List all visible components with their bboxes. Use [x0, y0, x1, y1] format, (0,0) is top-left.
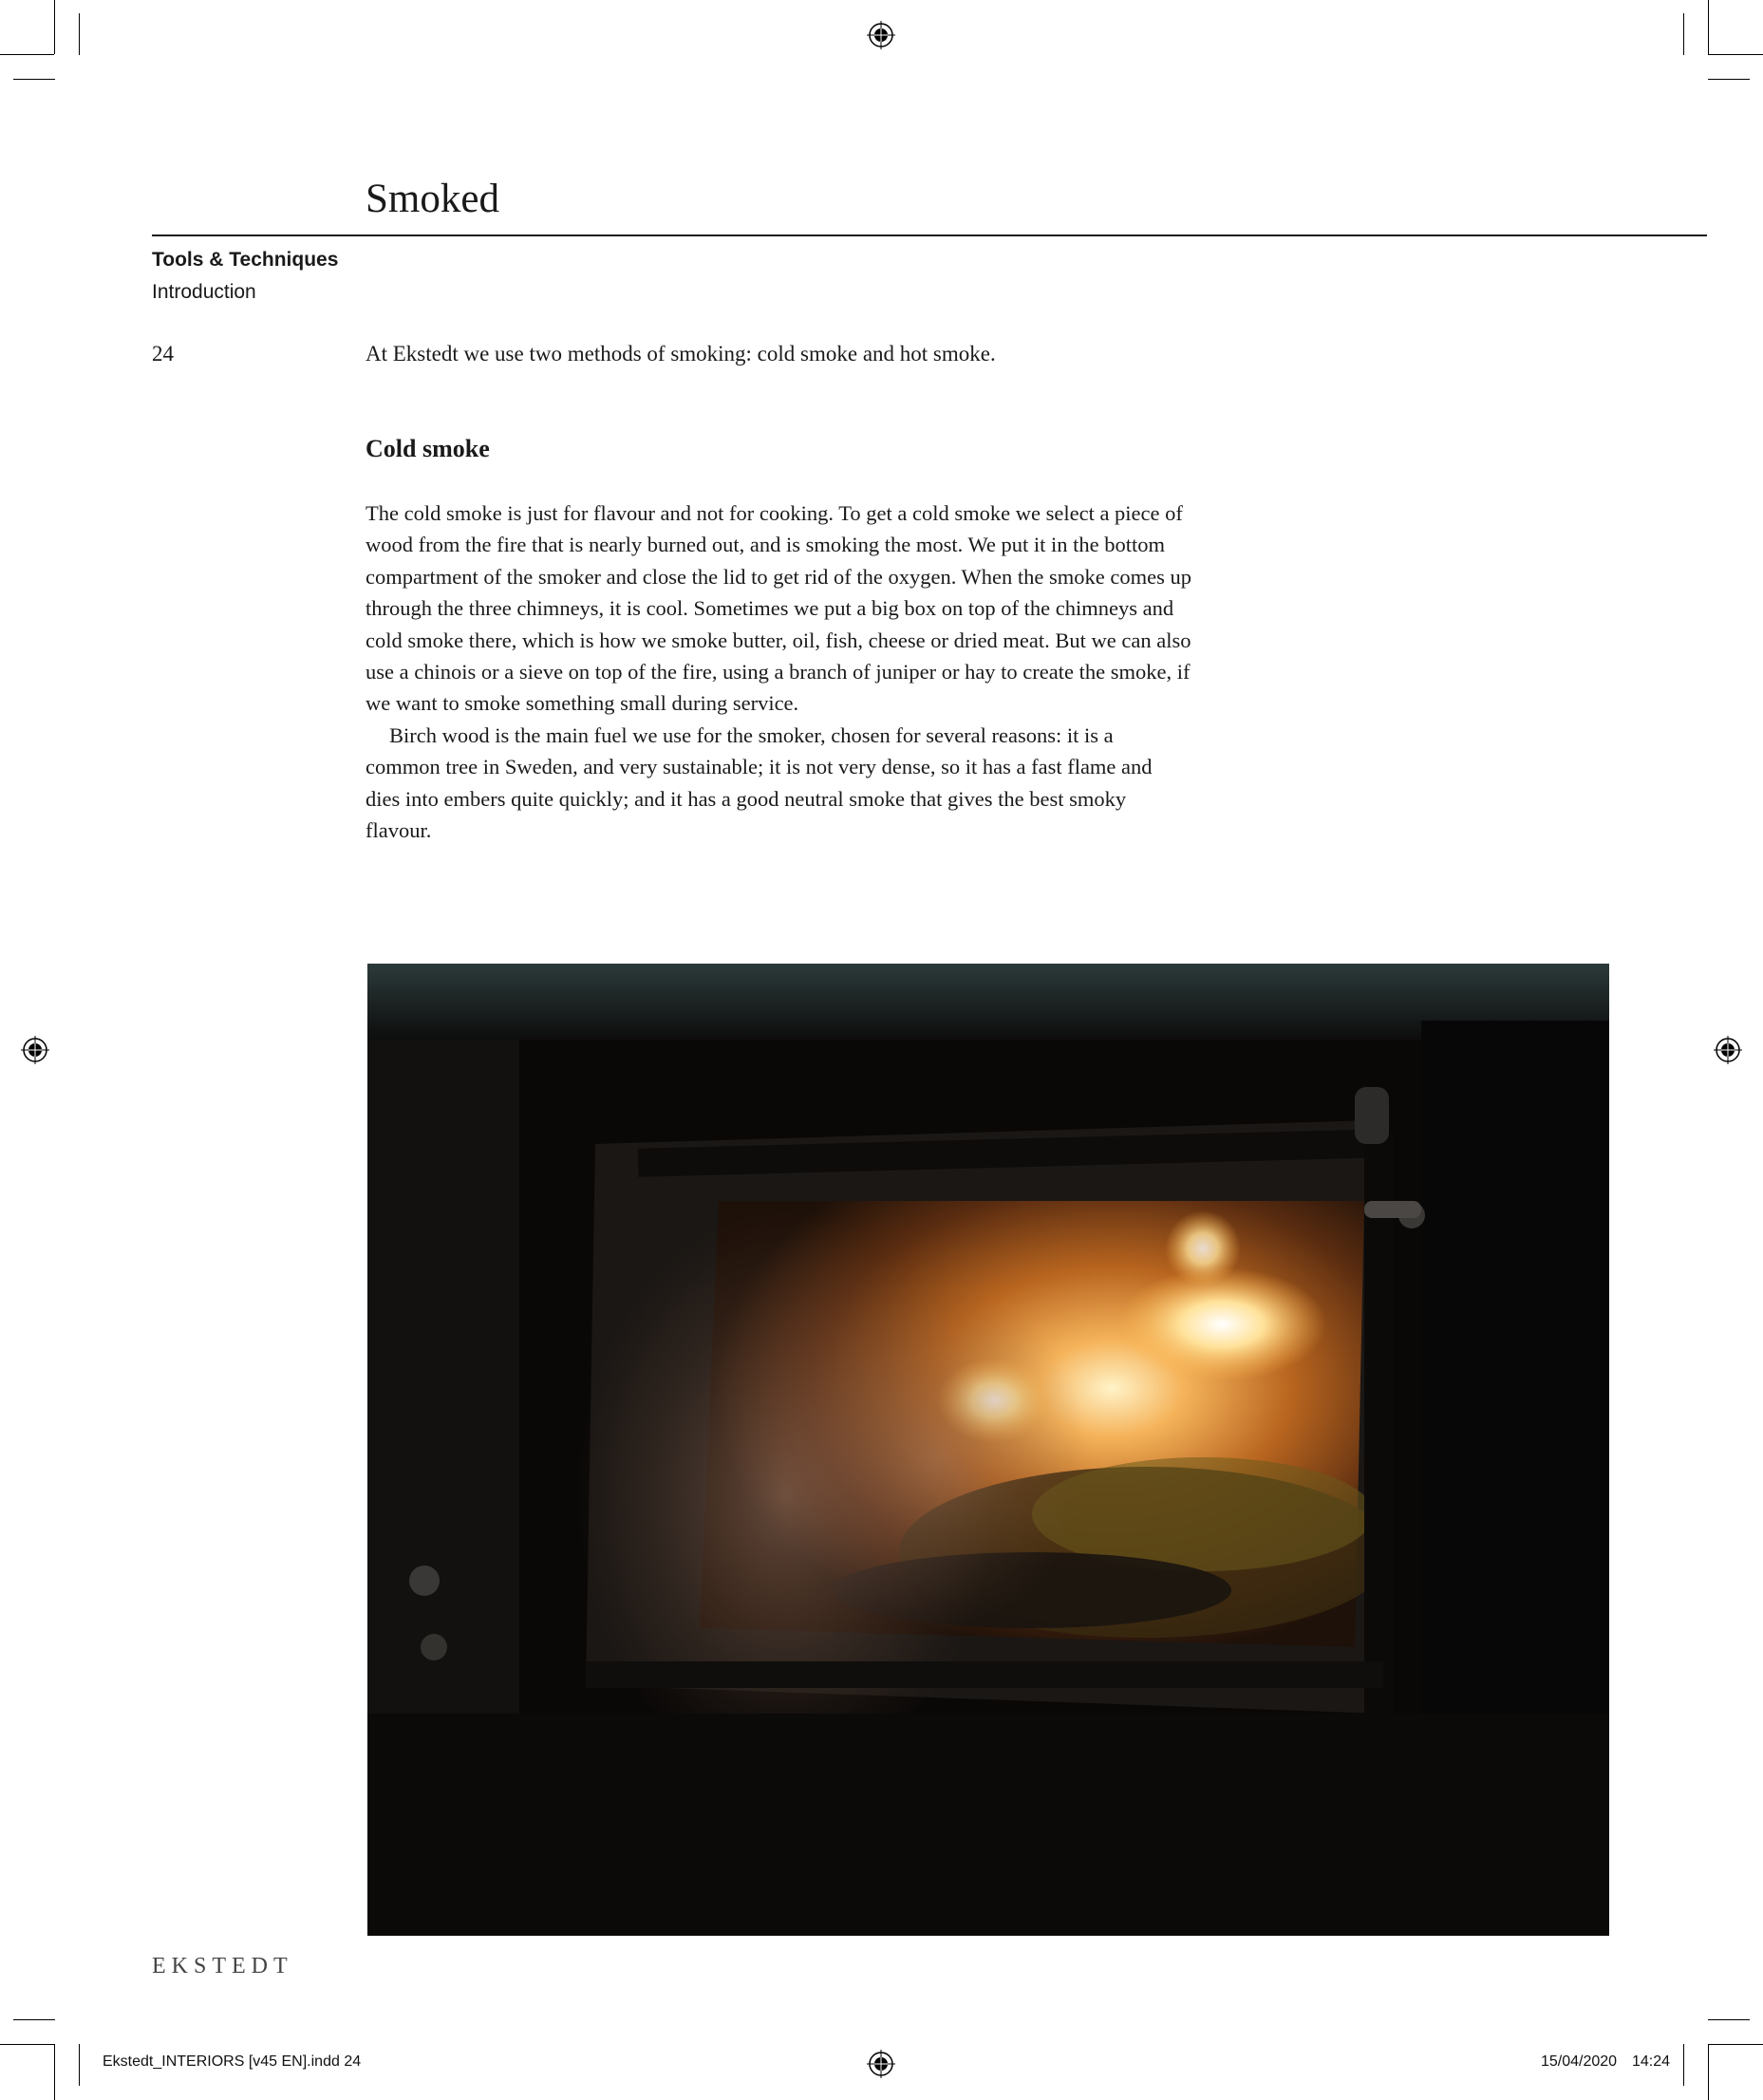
crop-mark [0, 2044, 54, 2045]
page-number: 24 [152, 342, 174, 366]
crop-mark [1708, 79, 1750, 80]
header-rule [152, 234, 1707, 236]
crop-mark [1708, 2019, 1750, 2020]
registration-mark-icon [867, 2050, 895, 2078]
crop-mark [0, 54, 54, 55]
registration-mark-icon [21, 1036, 49, 1064]
registration-mark-icon [1714, 1036, 1742, 1064]
crop-mark [1708, 2044, 1709, 2100]
crop-mark [13, 2019, 55, 2020]
crop-mark [54, 0, 55, 54]
file-slug: Ekstedt_INTERIORS [v45 EN].indd 24 [103, 2053, 362, 2070]
smoker-fire-photo [367, 964, 1609, 1936]
crop-mark [1708, 2044, 1763, 2045]
page-title: Smoked [366, 177, 499, 221]
smoker-fire-illustration [367, 964, 1609, 1936]
body-paragraph: Birch wood is the main fuel we use for the smoker, chosen for several reasons: it is a common tree in Sweden, and very sustainable; it is not very dense, so it has a fast flame and dies into embers quite quickly; and it has a good neutral smoke that gives the best smoky flavour. [366, 722, 1153, 843]
cold-smoke-body [366, 497, 1191, 846]
subsection-label: Introduction [152, 281, 256, 303]
body-paragraph: The cold smoke is just for flavour and not for cooking. To get a cold smoke we select a piece of wood from the fire that is nearly burned out, and is smoking the most. We put it in the bottom compartment of the smoker and close the lid to get rid of the oxygen. When the smoke comes up through the three chimneys, it is cool. Sometimes we put a big box on top of the chimneys and cold smoke there, which is how we smoke butter, oil, fish, cheese or dried meat. But we can also use a chinois or a sieve on top of the fire, using a branch of juniper or hay to create the smoke, if we want to smoke something small during service. [366, 501, 1191, 716]
cold-smoke-heading: Cold smoke [366, 435, 490, 462]
crop-mark [79, 2044, 80, 2086]
crop-mark [1683, 2044, 1684, 2086]
crop-mark [13, 79, 55, 80]
brand-logo: EKSTEDT [152, 1954, 293, 1978]
crop-mark [1708, 54, 1763, 55]
section-label: Tools & Techniques [152, 249, 339, 271]
crop-mark [54, 2044, 55, 2100]
slug-time: 14:24 [1632, 2053, 1671, 2070]
crop-mark [79, 13, 80, 55]
intro-paragraph: At Ekstedt we use two methods of smoking: cold smoke and hot smoke. [366, 342, 996, 366]
registration-mark-icon [867, 21, 895, 49]
slug-date: 15/04/2020 [1541, 2053, 1618, 2070]
crop-mark [1708, 0, 1709, 54]
crop-mark [1683, 13, 1684, 55]
